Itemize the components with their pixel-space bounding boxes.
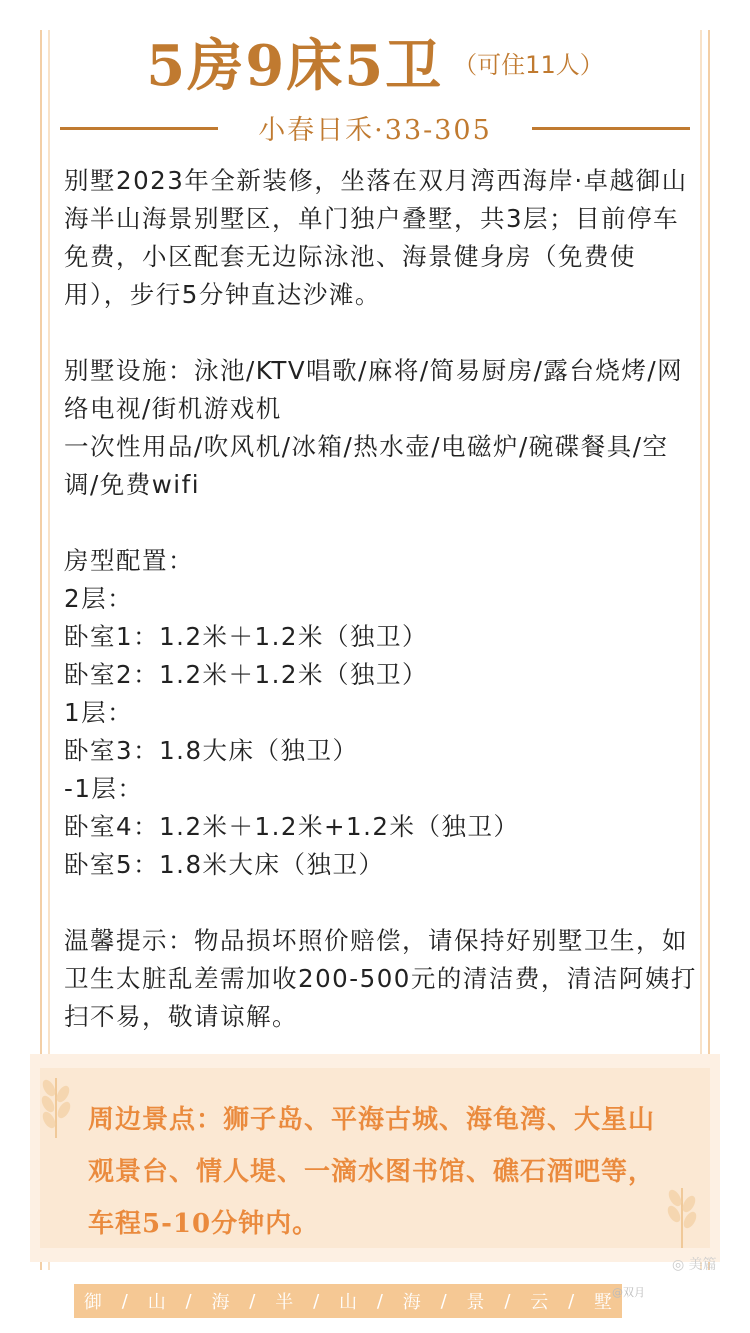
footer-char: / bbox=[249, 1290, 256, 1312]
footer-char: / bbox=[313, 1290, 320, 1312]
notice-paragraph: 温馨提示：物品损坏照价赔偿，请保持好别墅卫生，如卫生太脏乱差需加收200-500元的清洁费，清洁阿姨打扫不易，敬请谅解。 bbox=[64, 926, 697, 1031]
room-line: 卧室2：1.2米＋1.2米（独卫） bbox=[64, 660, 429, 689]
footer-char: / bbox=[440, 1290, 447, 1312]
page-title bbox=[0, 22, 750, 102]
room-line: 卧室5：1.8米大床（独卫） bbox=[64, 850, 385, 879]
facilities-line: 别墅设施：泳池/KTV唱歌/麻将/简易厨房/露台烧烤/网络电视/街机游戏机 bbox=[64, 356, 684, 423]
footer-char: 御 bbox=[83, 1292, 102, 1313]
footer-char: / bbox=[185, 1290, 192, 1312]
subtitle-divider-right bbox=[532, 127, 690, 130]
footer-char: / bbox=[504, 1290, 511, 1312]
footer-band bbox=[74, 1284, 622, 1318]
footer-char: 云 bbox=[530, 1292, 549, 1313]
footer-char: 山 bbox=[338, 1292, 357, 1313]
villa-name: 小春日禾·33-305 bbox=[258, 115, 492, 146]
footer-char: 墅 bbox=[594, 1292, 613, 1313]
footer-char: 半 bbox=[275, 1292, 294, 1313]
subtitle-row bbox=[60, 108, 690, 148]
amenities-line: 一次性用品/吹风机/冰箱/热水壶/电磁炉/碗碟餐具/空调/免费wifi bbox=[64, 432, 669, 499]
room-line: 卧室3：1.8大床（独卫） bbox=[64, 736, 359, 765]
room-line: 2层： bbox=[64, 584, 134, 613]
room-line: 卧室4：1.2米＋1.2米+1.2米（独卫） bbox=[64, 812, 520, 841]
footer-char: 海 bbox=[402, 1292, 421, 1313]
footer-char: / bbox=[376, 1290, 383, 1312]
wheat-leaf-icon bbox=[34, 1070, 78, 1140]
room-summary: 5房9床5卫 bbox=[146, 33, 444, 99]
room-line: -1层： bbox=[64, 774, 144, 803]
intro-paragraph: 别墅2023年全新装修，坐落在双月湾西海岸·卓越御山海半山海景别墅区，单门独户叠墅，共3层；目前停车免费，小区配套无边际泳池、海景健身房（免费使用），步行5分钟直达沙滩。 bbox=[64, 166, 688, 309]
footer-char: 海 bbox=[211, 1292, 230, 1313]
room-line: 卧室1：1.2米＋1.2米（独卫） bbox=[64, 622, 429, 651]
capacity-label: （可住11人） bbox=[453, 50, 604, 79]
watermark-overlay: @双月 bbox=[612, 1286, 645, 1299]
room-line: 1层： bbox=[64, 698, 134, 727]
scenic-spots-text: 周边景点：狮子岛、平海古城、海龟湾、大星山观景台、情人堤、一滴水图书馆、礁石酒吧等，车程5-10分钟内。 bbox=[88, 1105, 656, 1239]
rooms-heading: 房型配置： bbox=[64, 546, 194, 575]
watermark-logo-icon: ◎ bbox=[672, 1257, 685, 1273]
watermark-brand: 美篇 bbox=[688, 1257, 717, 1273]
watermark bbox=[672, 1254, 717, 1274]
footer-char: 景 bbox=[466, 1292, 485, 1313]
description-body bbox=[64, 162, 700, 1036]
wheat-leaf-icon bbox=[660, 1180, 704, 1250]
footer-char: 山 bbox=[147, 1292, 166, 1313]
footer-char: / bbox=[121, 1290, 128, 1312]
footer-char: / bbox=[568, 1290, 575, 1312]
